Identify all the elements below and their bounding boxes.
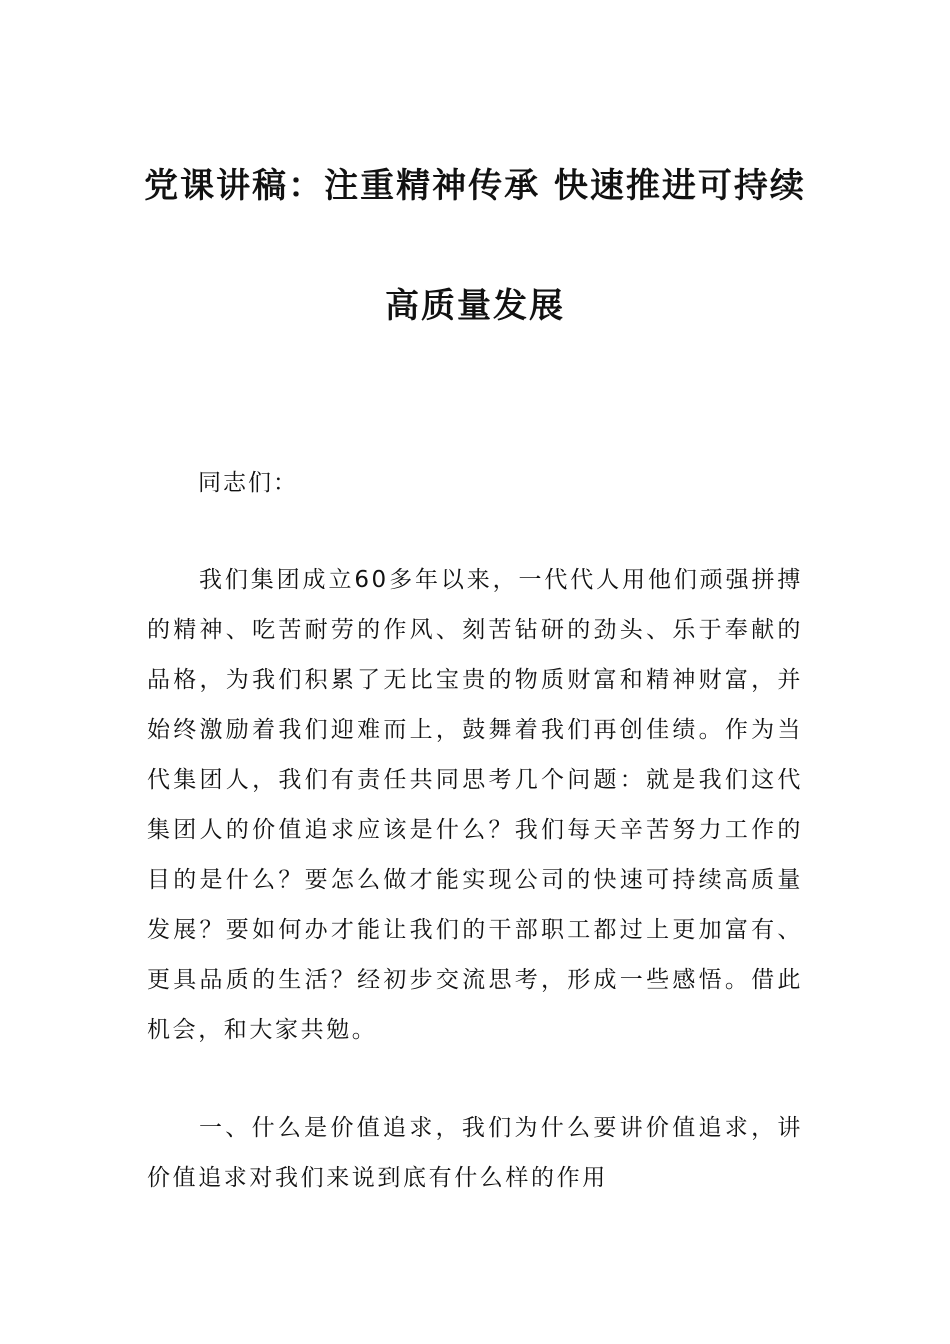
document-title-line-1: 党课讲稿：注重精神传承 快速推进可持续 xyxy=(144,166,806,206)
section-heading-1: 一、什么是价值追求，我们为什么要讲价值追求，讲价值追求对我们来说到底有什么样的作用 xyxy=(147,1115,803,1191)
salutation: 同志们： xyxy=(198,470,298,496)
document-title-line-2: 高质量发展 xyxy=(385,286,565,326)
body-paragraph-1: 我们集团成立60多年以来，一代代人用他们顽强拼搏的精神、吃苦耐劳的作风、刻苦钻研的劲头、乐于奉献的品格，为我们积累了无比宝贵的物质财富和精神财富，并始终激励着我们迎难而上，鼓舞着我们再创佳绩。作为当代集团人，我们有责任共同思考几个问题：就是我们这代集团人的价值追求应该是什么？我们每天辛苦努力工作的目的是什么？要怎么做才能实现公司的快速可持续高质量发展？要如何办才能让我们的干部职工都过上更加富有、更具品质的生活？经初步交流思考，形成一些感悟。借此机会，和大家共勉。 xyxy=(147,567,803,1043)
